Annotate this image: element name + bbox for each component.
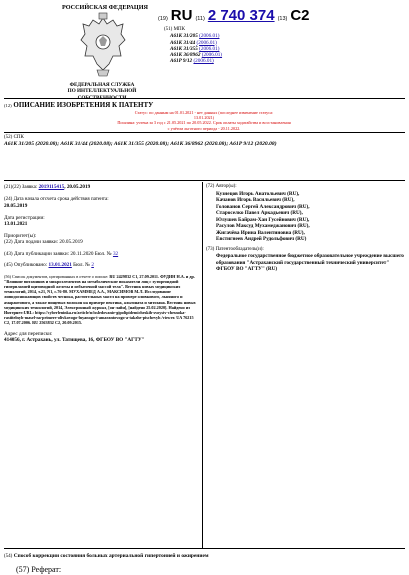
mpk-class: A61P 9/12 — [170, 58, 193, 65]
mpk-item — [164, 58, 222, 64]
application-number-link[interactable]: 2019115415 — [38, 184, 65, 190]
registration-label: Дата регистрации: — [4, 214, 45, 221]
references-text: RU 2429832 C1, 27.09.2011. ФУДИН Н.А. и др. "Влияние витаминов и микроэлементов на метаболические показатели лиц с эутиреоидной гиперплазией щитовидной железы и избыточной массой тела". Вестник новых медицинских технологий, 2014, т.21, N1, с.76-80. МУХАММЕД А.А., МАКСИМОВ М.Л. Исследование липидоснижающих свойств чеснока, растительных масел на примере оливкового, льняного и амарантового, а также пищевых волокон на примере пектина, альгината и хитозана. Вестник новых медицинских технологий, 2014, Электронный журнал, [он-лайн], [найдено 25.02.2020]. Найдено из Интернет:URL: https://cyberleninka.ru/article/n/issledovanie-gipolipidemicheskih-svoystv-chesnoka-rastitelnyh-masel-na-primere-olivkovogo-lnyanogo-i-amarantovogo-a-takzhe-pischevyh /viewer. UA 76215 C2, 17.07.2006. RU 2563832 C2, 20.09.2015. — [4, 273, 196, 326]
author-name: Качанов Игорь Васильевич (RU), — [216, 197, 295, 203]
application-label: (21)(22) Заявка: — [4, 185, 38, 190]
term-date: 20.05.2019 — [4, 203, 28, 209]
bibliographic-right-column — [206, 184, 406, 273]
mpk-version-link[interactable]: (2006.01) — [193, 58, 214, 65]
code-19: (19) — [158, 16, 168, 22]
mpk-label: (51) МПК — [164, 27, 185, 32]
references-entry — [4, 274, 200, 326]
status-line: Статус: по данным на 01.01.2021 - нет данных (последнее изменение статуса: — [134, 110, 274, 115]
code-11: (11) — [195, 16, 205, 22]
divider — [4, 132, 405, 133]
author-name: Расулов Максуд Мухамеджанович (RU), — [216, 223, 310, 229]
status-line: Пошлина: учтена за 3 год с 21.05.2021 по 20.05.2022. Срок оплаты ходатайства и восстановления — [117, 120, 291, 126]
mpk-class: A61K 31/355 — [170, 45, 198, 52]
agency-line-1: ФЕДЕРАЛЬНАЯ СЛУЖБА — [69, 82, 135, 88]
code-12: (12) — [4, 103, 12, 108]
publication-45-date-link[interactable]: 13.01.2021 — [48, 262, 72, 268]
country-name: РОССИЙСКАЯ ФЕДЕРАЦИЯ — [61, 4, 148, 11]
divider — [4, 548, 405, 549]
spk-label: (52) СПК — [4, 135, 24, 140]
publication-45-entry — [4, 262, 200, 269]
bibliographic-left-column — [4, 184, 200, 349]
patent-number-block — [158, 7, 310, 24]
owner-label: (73) Патентообладатель(и): — [206, 246, 264, 252]
publication-43-entry — [4, 251, 200, 258]
mpk-version-link[interactable]: (2006.01) — [196, 39, 217, 46]
divider — [4, 98, 405, 99]
registration-date: 13.01.2021 — [4, 221, 28, 227]
registration-entry — [4, 215, 200, 228]
term-entry — [4, 197, 200, 210]
abstract-label: (57) Реферат: — [16, 565, 62, 574]
agency-line-2: ПО ИНТЕЛЛЕКТУАЛЬНОЙ СОБСТВЕННОСТИ — [67, 88, 137, 101]
term-label: (24) Дата начала отсчета срока действия патента: — [4, 196, 109, 202]
author-name: Староселко Павел Аркадьевич (RU), — [216, 210, 303, 216]
invention-title — [4, 553, 404, 559]
divider — [4, 180, 405, 181]
kind-code: C2 — [290, 7, 310, 24]
document-title — [4, 101, 153, 109]
author-name: Кузнецов Игорь Анатольевич (RU), — [216, 190, 300, 197]
publication-45-label: (45) Опубликовано: — [4, 262, 48, 268]
spk-section — [4, 135, 404, 148]
address-text: 414056, г. Астрахань, ул. Татищева, 16, ФГБОУ ВО "АГТУ" — [4, 337, 145, 344]
references-label: (56) Список документов, цитированных в отчете о поиске: — [4, 273, 109, 279]
author-name: Юлушев Байрам-Хан Гусейнович (RU), — [216, 216, 310, 223]
author-name: Евстигнеев Андрей Рудольфович (RU) — [216, 236, 307, 242]
priority-line: (22) Дата подачи заявки: 20.05.2019 — [4, 239, 83, 245]
code-13: (13) — [277, 16, 288, 22]
invention-title-text: Способ коррекции состояния больных артериальной гипертонией и ожирением — [13, 553, 209, 559]
application-date: , 20.05.2019 — [64, 184, 91, 190]
code-54: (54) — [4, 554, 13, 559]
spk-classes: A61K 31/205 (2020.08); A61K 31/44 (2020.08); A61K 31/355 (2020.08); A61K 36/8962 (2020.08); A61P 9/12 (2020.08) — [4, 141, 277, 148]
owner-text: Федеральное государственное бюджетное образовательное учреждение высшего образования "Астраханский государственный технический университет" ФГБОУ ВО "АГТУ" (RU) — [216, 253, 404, 272]
authors-label: (72) Автор(ы): — [206, 184, 237, 189]
address-entry — [4, 331, 200, 344]
mpk-version-link[interactable]: (2006.01) — [199, 33, 220, 40]
mpk-class: A61K 36/8962 — [170, 52, 201, 59]
author-name: Голованов Сергей Александрович (RU), — [216, 203, 310, 210]
publication-45-bulletin-label: Бюл. № — [71, 262, 91, 268]
mpk-class: A61K 31/44 — [170, 39, 196, 46]
publication-43-text: (43) Дата публикации заявки: 20.11.2020 Бюл. № — [4, 250, 112, 257]
column-divider — [202, 182, 203, 549]
patent-number-link[interactable]: 2 740 374 — [207, 7, 275, 24]
mpk-version-link[interactable]: (2006.01) — [199, 45, 220, 52]
title-text: ОПИСАНИЕ ИЗОБРЕТЕНИЯ К ПАТЕНТУ — [13, 101, 154, 109]
author-name: Жигачёва Ирина Валентиновна (RU), — [216, 229, 305, 236]
mpk-version-link[interactable]: (2006.01) — [201, 52, 223, 59]
bulletin-43-link[interactable]: 32 — [112, 250, 119, 257]
status-line: 13.01.2021) — [193, 115, 215, 121]
priority-label: Приоритет(ы): — [4, 232, 37, 239]
country-code: RU — [170, 7, 193, 24]
mpk-class: A61K 31/205 — [170, 33, 198, 40]
bulletin-45-link[interactable]: 2 — [91, 262, 94, 268]
priority-entry — [4, 233, 200, 246]
status-notice — [30, 110, 378, 131]
mpk-section — [164, 27, 222, 65]
application-entry — [4, 184, 200, 192]
russian-emblem-icon — [77, 12, 129, 78]
status-line: с учётом льготного периода - 20.11.2022. — [167, 125, 241, 131]
address-label: Адрес для переписки: — [4, 330, 53, 337]
